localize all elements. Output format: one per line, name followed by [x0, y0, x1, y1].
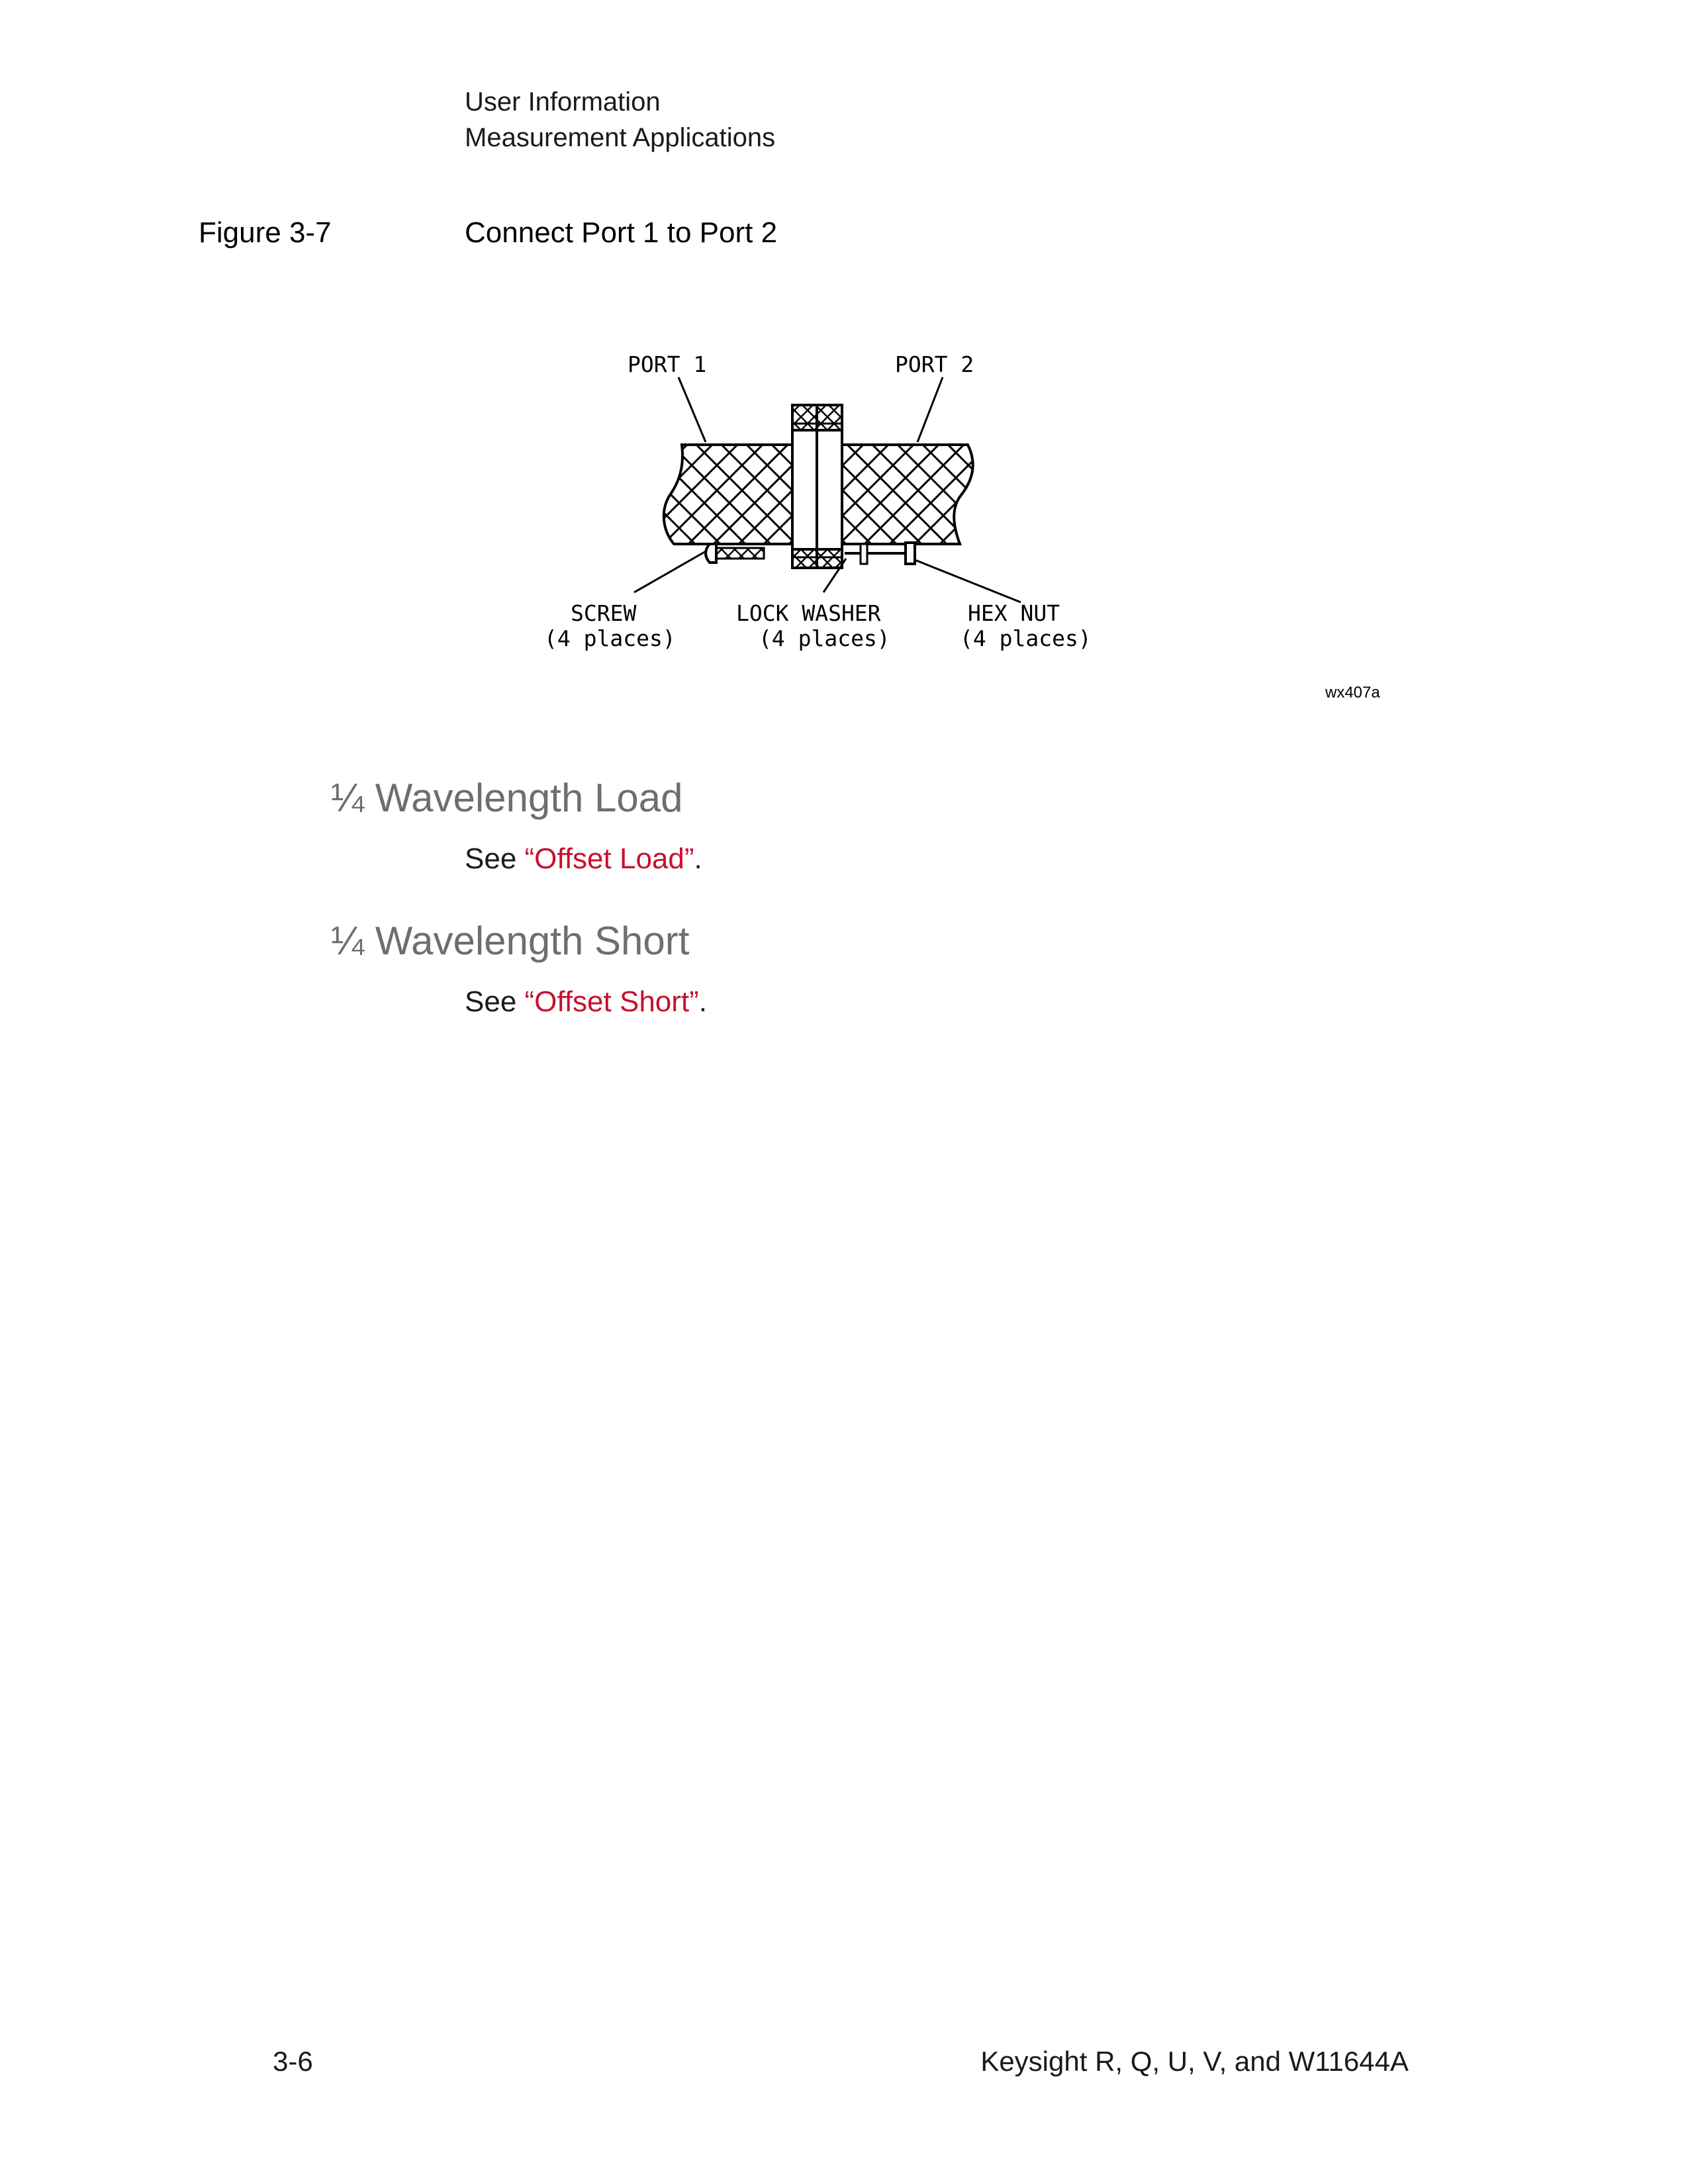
port1-waveguide: [664, 445, 792, 544]
running-header-section: Measurement Applications: [465, 123, 776, 152]
screw-drawing: [706, 544, 764, 563]
hex-nut-drawing: [906, 543, 915, 564]
offset-load-link[interactable]: “Offset Load”: [524, 842, 694, 875]
section-title-quarter-wave-load: ¼ Wavelength Load: [331, 776, 683, 820]
footer-product-name: Keysight R, Q, U, V, and W11644A: [980, 2046, 1409, 2077]
lock-washer-places-label: (4 places): [759, 625, 890, 651]
running-header-chapter: User Information: [465, 87, 661, 116]
hex-nut-label: HEX NUT: [968, 600, 1060, 626]
see-text: See: [465, 985, 525, 1018]
period-text: .: [698, 985, 708, 1018]
section-body-quarter-wave-load: [465, 844, 702, 874]
port2-waveguide: [842, 445, 973, 544]
screw-places-label: (4 places): [544, 625, 676, 651]
figure-caption: Connect Port 1 to Port 2: [465, 216, 778, 249]
port2-label: PORT 2: [895, 351, 974, 377]
port1-label: PORT 1: [628, 351, 707, 377]
page-number: 3-6: [273, 2046, 313, 2077]
offset-short-link[interactable]: “Offset Short”: [524, 985, 699, 1018]
section-title-quarter-wave-short: ¼ Wavelength Short: [331, 919, 690, 963]
lock-washer-drawing: [845, 544, 914, 564]
lock-washer-label: LOCK WASHER: [736, 600, 881, 626]
figure-id-tag: wx407a: [1325, 684, 1380, 702]
figure-number: Figure 3-7: [199, 216, 332, 249]
period-text: .: [694, 842, 702, 875]
see-text: See: [465, 842, 525, 875]
connection-diagram: [0, 0, 1688, 728]
hex-nut-places-label: (4 places): [960, 625, 1092, 651]
screw-label: SCREW: [571, 600, 637, 626]
section-body-quarter-wave-short: [465, 987, 707, 1017]
